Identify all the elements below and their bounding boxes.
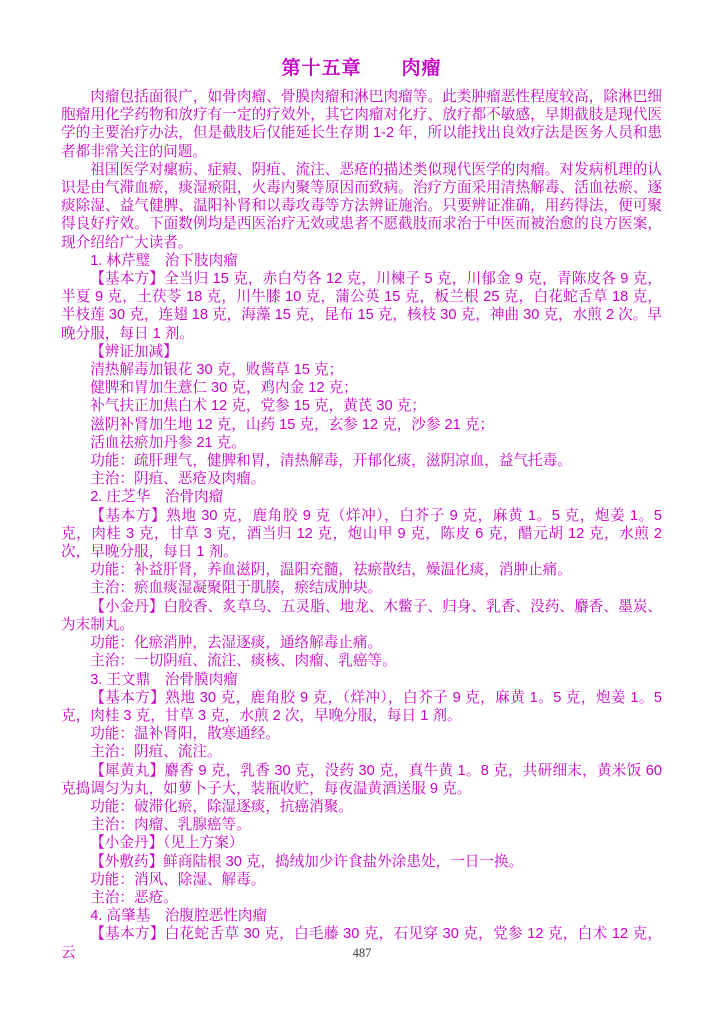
addition-line: 补气扶正加焦白术 12 克，党参 15 克，黄芪 30 克； — [90, 398, 426, 415]
function-line: 功能：疏肝理气，健脾和胃，清热解毒，开郁化痰，滋阴凉血，益气托毒。 — [90, 453, 572, 470]
modification-subheading: 【辨证加减】 — [90, 343, 178, 360]
remedy-heading: 4. 高肇基 治腹腔恶性肉瘤 — [90, 908, 267, 925]
addition-line: 健脾和胃加生薏仁 30 克，鸡内金 12 克； — [90, 380, 358, 397]
formula-paragraph: 【犀黄丸】麝香 9 克，乳香 30 克，没药 30 克，真牛黄 1。8 克，共研细末，黄米饭 60 克捣调匀为丸，如萝卜子大，装瓶收贮，每夜温黄酒送服 9 克。 — [61, 762, 662, 797]
formula-paragraph: 【外敷药】鲜商陆根 30 克，捣绒加少许食盐外涂患处，一日一换。 — [90, 853, 524, 870]
indication-line: 主治：瘀血痰湿凝聚阻于肌腠，瘀结成肿块。 — [90, 580, 383, 597]
function-line: 功能：补益肝肾，养血滋阴，温阳充髓，祛瘀散结，燥温化痰，消肿止痛。 — [90, 562, 572, 579]
addition-line: 活血祛瘀加丹参 21 克。 — [90, 434, 246, 451]
remedy-heading: 2. 庄芝华 治骨肉瘤 — [90, 489, 224, 506]
note-line: 【小金丹】（见上方案） — [90, 835, 244, 852]
basic-formula-paragraph: 【基本方】熟地 30 克，鹿角胶 9 克（烊冲），白芥子 9 克，麻黄 1。5 克，炮姜 1。5 克，肉桂 3 克，甘草 3 克，酒当归 12 克，炮山甲 9 克，陈皮 6 克，醋元胡 12 克，水煎 2 次，早晚分服，每日 1 剂。 — [61, 507, 662, 561]
function-line: 功能：温补肾阳，散寒通经。 — [90, 726, 280, 743]
page-content — [61, 58, 662, 962]
page-number: 487 — [352, 946, 372, 960]
indication-line: 主治：一切阴疽、流注、痰核、肉瘤、乳癌等。 — [90, 653, 397, 670]
function-line: 功能：破滞化瘀，除湿逐痰，抗癌消聚。 — [90, 798, 353, 815]
remedy-heading: 1. 林芹璧 治下肢肉瘤 — [90, 252, 238, 269]
basic-formula-paragraph: 【基本方】熟地 30 克，鹿角胶 9 克，（烊冲），白芥子 9 克，麻黄 1。5 克，炮姜 1。5 克，肉桂 3 克，甘草 3 克，水煎 2 次，早晚分服，每日 1 剂。 — [61, 689, 662, 724]
addition-line: 清热解毒加银花 30 克，败酱草 15 克； — [90, 362, 344, 379]
indication-line: 主治：肉瘤、乳腺癌等。 — [90, 817, 251, 834]
function-line: 功能：化瘀消肿，去湿逐痰，通络解毒止痛。 — [90, 635, 383, 652]
basic-formula-paragraph: 【基本方】白花蛇舌草 30 克，白毛藤 30 克，石见穿 30 克，党参 12 克，白术 12 克，云 — [61, 926, 662, 961]
intro-paragraph: 祖国医学对瘰疬、症瘕、阴疽、流注、恶疮的描述类似现代医学的肉瘤。对发病机理的认识是由气滞血瘀，痰湿瘀阻，火毒内聚等原因而致病。治疗方面采用清热解毒、活血祛瘀、逐痰除湿、益气健脾、温阳补肾和以毒攻毒等方法辨证施治。只要辨证准确，用药得法，便可聚得良好疗效。下面数例均是西医治疗无效或患者不愿截肢而求治于中医而被治愈的良方医案，现介绍给广大读者。 — [61, 161, 662, 251]
remedy-heading: 3. 王文鼎 治骨膜肉瘤 — [90, 671, 238, 688]
formula-paragraph: 【小金丹】白胶香、炙草乌、五灵脂、地龙、木鳖子、归身、乳香、没药、麝香、墨炭、为末制丸。 — [61, 598, 662, 633]
indication-line: 主治：阴疽、恶疮及肉瘤。 — [90, 471, 266, 488]
basic-formula-paragraph: 【基本方】全当归 15 克，赤白芍各 12 克，川楝子 5 克，川郁金 9 克，青陈皮各 9 克，半夏 9 克，土茯苓 18 克，川牛膝 10 克，蒲公英 15 克，板兰根 25 克，白花蛇舌草 18 克，半枝莲 30 克，连翅 18 克，海藻 15 克，昆布 15 克，核枝 30 克，神曲 30 克，水煎 2 次。早晚分服，每日 1 剂。 — [61, 271, 662, 342]
indication-line: 主治：阴疽、流注。 — [90, 744, 222, 761]
intro-paragraph: 肉瘤包括面很广，如骨肉瘤、骨膜肉瘤和淋巴肉瘤等。此类肿瘤恶性程度较高，除淋巴细胞瘤用化学药物和放疗有一定的疗效外，其它肉瘤对化疗、放疗都不敏感，早期截肢是现代医学的主要治疗办法，但是截肢后仅能延长生存期 1-2 年，所以能找出良效疗法是医务人员和患者都非常关注的问题。 — [61, 89, 662, 160]
chapter-title: 第十五章 肉瘤 — [281, 58, 442, 79]
addition-line: 滋阴补肾加生地 12 克，山药 15 克，玄参 12 克，沙参 21 克； — [90, 416, 495, 433]
function-line: 功能：消风、除湿、解毒。 — [90, 871, 266, 888]
indication-line: 主治：恶疮。 — [90, 889, 178, 906]
